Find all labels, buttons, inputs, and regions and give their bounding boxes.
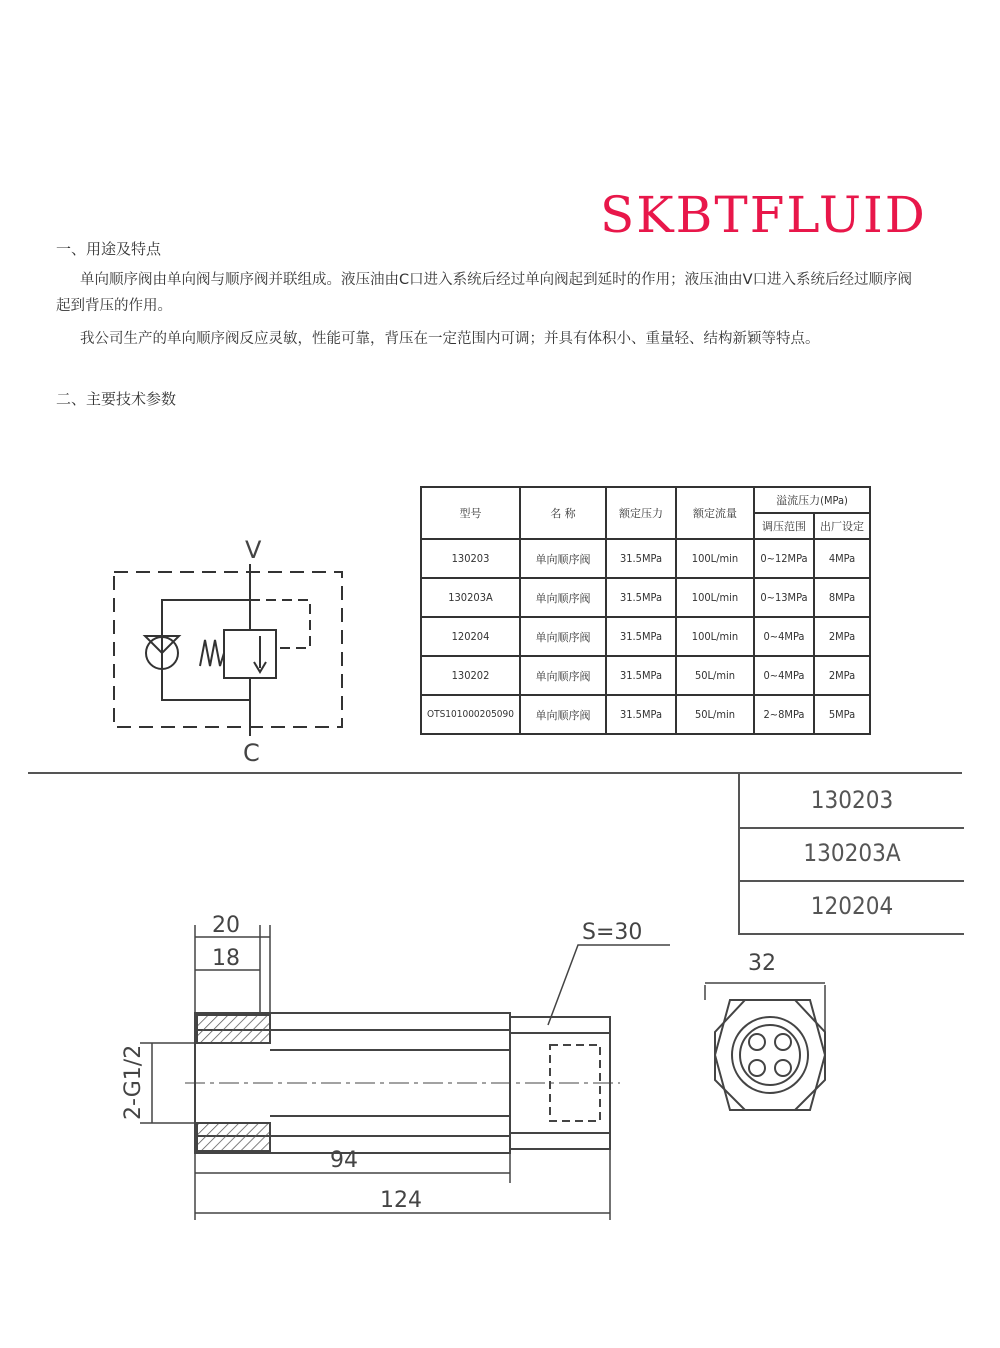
header-rated-flow: 额定流量 (676, 487, 754, 539)
cell-setting: 8MPa (814, 578, 870, 617)
dim-thread-label: 2-G1/2 (121, 1044, 146, 1120)
header-relief-pressure: 溢流压力(MPa) (754, 487, 870, 513)
sequence-valve-box (224, 630, 276, 678)
cell-model: OTS101000205090 (421, 695, 520, 734)
hydraulic-symbol-diagram (100, 528, 360, 773)
table-row (421, 539, 870, 578)
cell-name: 单向顺序阀 (520, 578, 606, 617)
cell-flow: 50L/min (676, 695, 754, 734)
section1-para1-line1: 单向顺序阀由单向阀与顺序阀并联组成。液压油由C口进入系统后经过单向阀起到延时的作用；液压油由V口进入系统后经过顺序阀 (80, 272, 913, 288)
section1-para1-line2: 起到背压的作用。 (56, 298, 172, 314)
model-code-box: 130203A (738, 827, 964, 882)
cell-name: 单向顺序阀 (520, 617, 606, 656)
technical-drawing (100, 905, 980, 1235)
header-rated-pressure: 额定压力 (606, 487, 676, 539)
cell-flow: 100L/min (676, 578, 754, 617)
cell-model: 120204 (421, 617, 520, 656)
dim-94-label: 94 (330, 1148, 358, 1173)
header-adjust-range: 调压范围 (754, 513, 814, 539)
cell-pressure: 31.5MPa (606, 617, 676, 656)
model-code-box: 130203 (738, 774, 964, 829)
end-view-hex (715, 1000, 825, 1110)
dim-124-label: 124 (380, 1188, 422, 1213)
cell-pressure: 31.5MPa (606, 695, 676, 734)
table-row (421, 578, 870, 617)
cell-model: 130202 (421, 656, 520, 695)
cell-pressure: 31.5MPa (606, 539, 676, 578)
table-row (421, 695, 870, 734)
cell-setting: 2MPa (814, 656, 870, 695)
section1-heading: 一、用途及特点 (56, 240, 162, 258)
table-row (421, 617, 870, 656)
port-v-label: V (245, 536, 262, 564)
dim-20-label: 20 (212, 913, 240, 938)
spec-table (420, 486, 871, 735)
spring-icon (200, 640, 224, 666)
cell-model: 130203 (421, 539, 520, 578)
cell-range: 0~4MPa (754, 617, 814, 656)
cell-flow: 50L/min (676, 656, 754, 695)
brand-title: SKBTFLUID (600, 186, 927, 244)
cell-name: 单向顺序阀 (520, 695, 606, 734)
cell-model: 130203A (421, 578, 520, 617)
cell-flow: 100L/min (676, 617, 754, 656)
cell-name: 单向顺序阀 (520, 656, 606, 695)
cell-name: 单向顺序阀 (520, 539, 606, 578)
port-c-label: C (243, 739, 260, 767)
cell-pressure: 31.5MPa (606, 578, 676, 617)
section2-heading: 二、主要技术参数 (56, 390, 177, 408)
cell-setting: 2MPa (814, 617, 870, 656)
cell-range: 0~4MPa (754, 656, 814, 695)
dim-32-label: 32 (748, 951, 776, 976)
cell-flow: 100L/min (676, 539, 754, 578)
table-row (421, 656, 870, 695)
cell-setting: 5MPa (814, 695, 870, 734)
cell-range: 2~8MPa (754, 695, 814, 734)
section1-para2: 我公司生产的单向顺序阀反应灵敏，性能可靠，背压在一定范围内可调；并具有体积小、重量轻、结构新颖等特点。 (80, 331, 820, 347)
header-factory-setting: 出厂设定 (814, 513, 870, 539)
header-name: 名 称 (520, 487, 606, 539)
model-code-box: 120204 (738, 880, 964, 935)
cell-pressure: 31.5MPa (606, 656, 676, 695)
cell-range: 0~12MPa (754, 539, 814, 578)
header-model: 型号 (421, 487, 520, 539)
dim-s30-label: S=30 (582, 920, 643, 945)
cell-range: 0~13MPa (754, 578, 814, 617)
dim-18-label: 18 (212, 946, 240, 971)
cell-setting: 4MPa (814, 539, 870, 578)
